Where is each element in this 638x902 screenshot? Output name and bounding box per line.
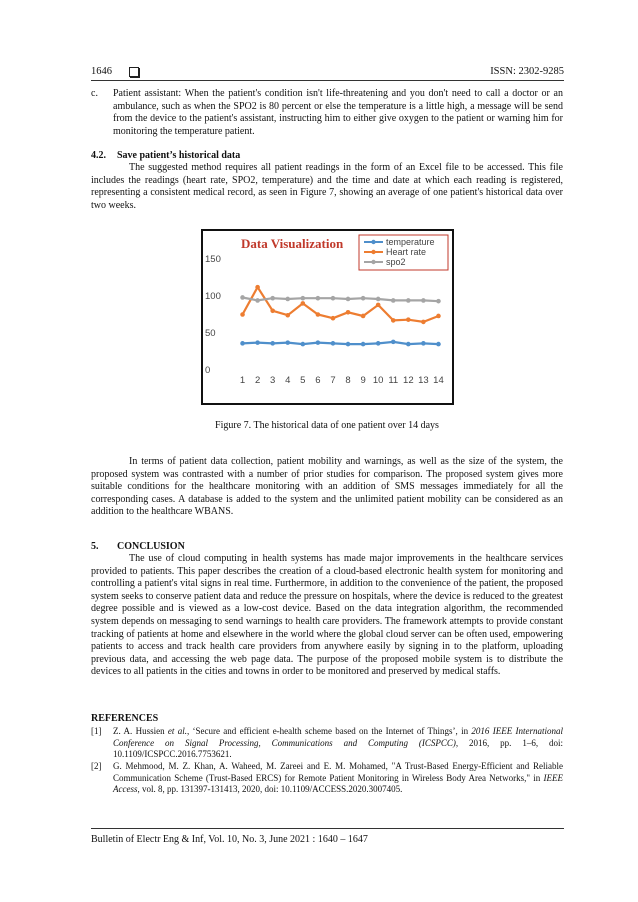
data-point	[436, 342, 441, 347]
x-tick-label: 7	[330, 375, 336, 386]
checkbox-square-icon	[129, 67, 139, 77]
y-tick-label: 150	[205, 254, 221, 265]
data-point	[376, 341, 381, 346]
data-point	[376, 303, 381, 308]
x-axis-ticks	[240, 375, 444, 386]
y-tick-label: 0	[205, 365, 211, 376]
list-marker: c.	[91, 88, 98, 99]
x-tick-label: 1	[239, 375, 246, 386]
list-item-text: Patient assistant: When the patient's condition isn't life-threatening and you don't need to call a doctor or an ambulance, such as when the SPO2 is 80 percent or else the temperature is a little high, a message will be send from the device to the patient's assistant, instructing him to either give oxygen to the patient or warning him for monitoring the temperature patient.	[113, 88, 563, 137]
reference-venue: IEEE Access	[113, 772, 563, 795]
reference-text	[113, 761, 563, 796]
legend-label: Heart rate	[386, 247, 427, 257]
figure-7-chart	[201, 229, 454, 405]
section-number: 4.2.	[91, 150, 106, 161]
data-point	[331, 316, 336, 321]
data-point	[421, 341, 426, 346]
legend-marker	[371, 240, 375, 244]
paragraph-comparison: In terms of patient data collection, patient mobility and warnings, as well as the size of the system, the proposed system was contrasted with a number of prior studies for comparison. The proposed system gives more suitable conditions for the healthcare monitoring with an addition of SMS messages immediately for all the corresponding cases. A database is added to the system and the unlimited patient mobility can be considered as an addition to the healthcare WBANS.	[91, 456, 563, 518]
data-point	[346, 310, 351, 315]
data-point	[270, 296, 275, 301]
data-point	[376, 297, 381, 302]
x-tick-label: 2	[254, 375, 261, 386]
data-point	[361, 342, 366, 347]
data-point	[270, 341, 275, 346]
data-point	[301, 342, 306, 347]
y-tick-label: 100	[205, 291, 221, 302]
reference-title: , ‘Secure and efficient e-health scheme based on the Internet of Things’, in	[186, 726, 472, 736]
header-rule	[91, 80, 564, 81]
series-line-heart-rate	[243, 287, 439, 322]
reference-details: , 2016, pp. 1–6, doi: 10.1109/ICSPCC.2016.7753621.	[113, 737, 563, 760]
page-header	[91, 66, 564, 80]
chart-series	[240, 285, 441, 347]
data-point	[255, 340, 260, 345]
data-point	[361, 296, 366, 301]
data-point	[331, 296, 336, 301]
y-tick-label: 50	[205, 328, 216, 339]
x-tick-label: 11	[388, 375, 399, 386]
data-point	[240, 295, 245, 300]
reference-etal: et al.	[167, 726, 187, 736]
data-point	[255, 285, 260, 290]
data-point	[301, 296, 306, 301]
x-tick-label: 14	[433, 375, 444, 386]
data-point	[391, 340, 396, 345]
x-tick-label: 3	[270, 375, 276, 386]
reference-authors-title: G. Mehmood, M. Z. Khan, A. Waheed, M. Zareei and E. M. Mohamed, "A Trust-Based Energy-Efficient and Reliable Communication Scheme (Trust-Based ERCS) for Remote Patient Monitoring in Wireless Body Area Networks," in	[113, 761, 563, 783]
data-point	[316, 296, 321, 301]
x-tick-label: 9	[360, 375, 366, 386]
data-point	[391, 318, 396, 323]
section-title: Save patient’s historical data	[117, 150, 241, 161]
paragraph-historical-data: The suggested method requires all patient readings in the form of an Excel file to be accessed. This file includes the readings (heart rate, SPO2, temperature) and the time and date at which each reading is registered, representing a consistent medical record, as seen in Figure 7, showing an average of one patient's historical data over two weeks.	[91, 162, 563, 211]
data-point	[240, 312, 245, 317]
paragraph-conclusion: The use of cloud computing in health systems has made major improvements in the healthcare services provided to patients. This paper describes the creation of a cloud-based electronic health system for monitoring and controlling a patient's vital signs in real time. Furthermore, in addition to the convenience of the patient, the proposed system seeks to conserve patient data and reduce the pressure on hospitals, where the device is reduced to the greatest degree possible and is viewed as a low-cost device. Based on the data integration algorithm, the recommended system depends on messaging to send warnings to health care providers. The framework attempts to provide constant tracking of patients at home and elsewhere in the world where the global cloud server can be often used, empowering patients to access and track health care providers from anywhere easily by signing in to the platform, uploading previous data, and accessing the web page data. The purpose of the proposed mobile system is to distribute the devices to all patients in the cities and towns in order to be monitored and preserved by medical staffs.	[91, 553, 563, 678]
page-number: 1646	[91, 66, 112, 77]
footer-rule	[91, 828, 564, 829]
data-point	[301, 301, 306, 306]
x-tick-label: 4	[285, 375, 291, 386]
reference-details: , vol. 8, pp. 131397-131413, 2020, doi: 10.1109/ACCESS.2020.3007405.	[137, 784, 403, 795]
data-point	[255, 298, 260, 303]
issn: ISSN: 2302-9285	[490, 66, 564, 77]
reference-text	[113, 726, 563, 761]
list-item-c	[91, 88, 563, 138]
data-point	[361, 314, 366, 319]
data-point	[391, 298, 396, 303]
line-chart	[203, 231, 452, 403]
data-point	[436, 314, 441, 319]
data-point	[240, 341, 245, 346]
section-number: 5.	[91, 541, 99, 552]
x-tick-label: 12	[403, 375, 414, 386]
x-tick-label: 5	[300, 375, 306, 386]
reference-number: [1]	[91, 726, 102, 736]
data-point	[316, 312, 321, 317]
section-title: CONCLUSION	[117, 541, 185, 552]
legend-label: temperature	[386, 237, 435, 247]
data-point	[285, 297, 290, 302]
data-point	[285, 313, 290, 318]
reference-item	[91, 761, 563, 796]
x-tick-label: 13	[418, 375, 429, 386]
legend-marker	[371, 250, 375, 254]
data-point	[406, 317, 411, 322]
data-point	[331, 341, 336, 346]
section-heading-4-2	[91, 150, 240, 161]
reference-number: [2]	[91, 761, 102, 771]
figure-caption: Figure 7. The historical data of one patient over 14 days	[215, 420, 439, 431]
section-heading-5	[91, 541, 185, 552]
page-footer: Bulletin of Electr Eng & Inf, Vol. 10, No. 3, June 2021 : 1640 – 1647	[91, 834, 368, 845]
data-point	[421, 298, 426, 303]
data-point	[285, 340, 290, 345]
y-axis-ticks	[205, 254, 221, 376]
references-heading: REFERENCES	[91, 713, 159, 724]
chart-title: Data Visualization	[241, 236, 344, 251]
reference-venue: 2016 IEEE International Conference on Signal Processing, Communications and Computing (ICSPCC)	[113, 726, 563, 748]
x-tick-label: 6	[315, 375, 321, 386]
data-point	[421, 320, 426, 325]
legend-label: spo2	[386, 257, 406, 267]
reference-authors: Z. A. Hussien	[113, 726, 168, 736]
data-point	[406, 298, 411, 303]
data-point	[346, 297, 351, 302]
reference-item	[91, 726, 563, 761]
data-point	[346, 342, 351, 347]
legend-marker	[371, 260, 375, 264]
x-tick-label: 10	[372, 375, 384, 386]
data-point	[316, 340, 321, 345]
data-point	[436, 299, 441, 304]
data-point	[406, 342, 411, 347]
x-tick-label: 8	[345, 375, 351, 386]
data-point	[270, 309, 275, 314]
